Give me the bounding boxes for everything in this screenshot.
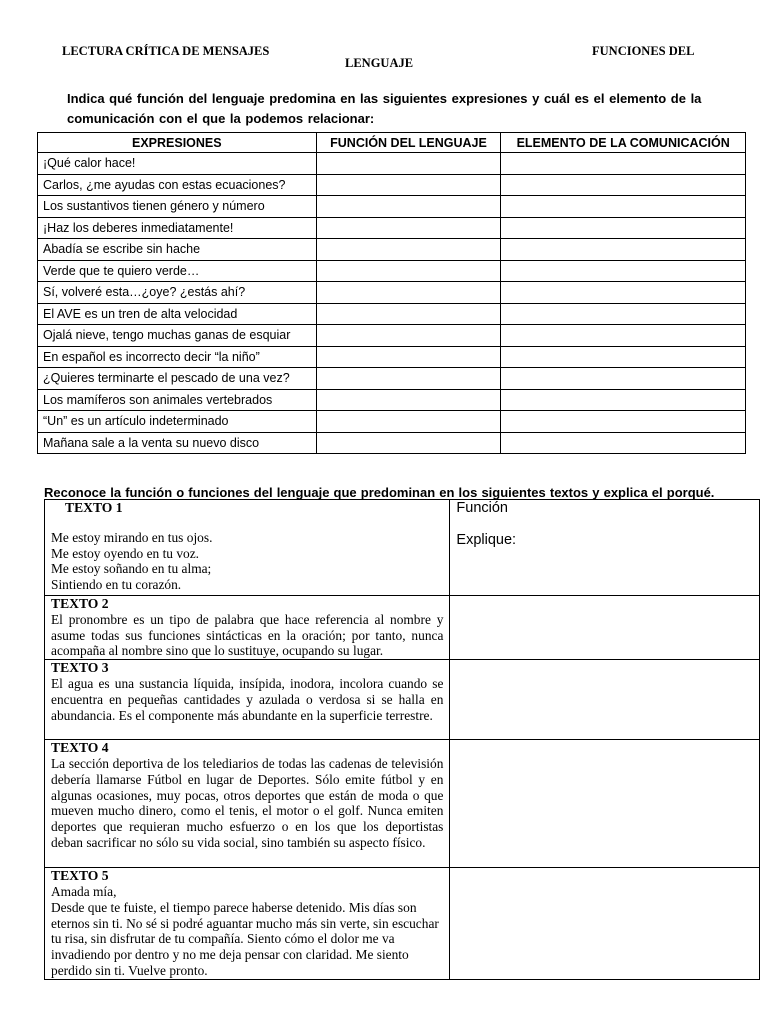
elemento-answer-cell[interactable]: [501, 282, 746, 304]
table-row: [38, 239, 746, 261]
funcion-answer-cell[interactable]: [316, 368, 501, 390]
text-3-cell: [45, 660, 450, 740]
table-row: [38, 217, 746, 239]
header-right-title: FUNCIONES DEL: [592, 44, 695, 58]
expression-cell: ¿Quieres terminarte el pescado de una vez?: [38, 368, 317, 390]
table-row: [38, 153, 746, 175]
answer-cell[interactable]: [450, 596, 760, 660]
elemento-answer-cell[interactable]: [501, 174, 746, 196]
text-1-line: Me estoy soñando en tu alma;: [51, 561, 212, 577]
text-1-line: Me estoy mirando en tus ojos.: [51, 529, 213, 545]
expression-cell: Verde que te quiero verde…: [38, 260, 317, 282]
funcion-answer-cell[interactable]: [316, 196, 501, 218]
table-row: [45, 500, 760, 596]
table-row: [45, 660, 760, 740]
table-row: [38, 325, 746, 347]
expression-cell: ¡Haz los deberes inmediatamente!: [38, 217, 317, 239]
table-row: [45, 596, 760, 660]
table-row: [38, 411, 746, 433]
answer-cell[interactable]: [450, 740, 760, 868]
table-row: [45, 868, 760, 980]
table-row: [45, 740, 760, 868]
table-row: [38, 196, 746, 218]
elemento-answer-cell[interactable]: [501, 153, 746, 175]
funcion-answer-cell[interactable]: [316, 346, 501, 368]
text-2-title: TEXTO 2: [51, 596, 109, 611]
text-4-title: TEXTO 4: [51, 740, 109, 756]
table-row: [38, 368, 746, 390]
table-row: [38, 303, 746, 325]
text-1-cell: [45, 500, 450, 596]
text-5-body: Desde que te fuiste, el tiempo parece haberse detenido. Mis días son eternos sin ti. No sé si podré aguantar mucho más sin verte, sin escuchar tu risa, sin disfrutar de tu compañía. Siento cómo el dolor me va invadiendo por dentro y no me deja pensar con claridad. Me siento perdido sin ti. Vuelve pronto.: [51, 899, 439, 978]
expression-cell: Los sustantivos tienen género y número: [38, 196, 317, 218]
expression-cell: Ojalá nieve, tengo muchas ganas de esquiar: [38, 325, 317, 347]
elemento-answer-cell[interactable]: [501, 239, 746, 261]
expression-cell: ¡Qué calor hace!: [38, 153, 317, 175]
expression-cell: Mañana sale a la venta su nuevo disco: [38, 432, 317, 454]
expression-cell: El AVE es un tren de alta velocidad: [38, 303, 317, 325]
funcion-answer-cell[interactable]: [316, 303, 501, 325]
funcion-answer-cell[interactable]: [316, 389, 501, 411]
funcion-label: Función: [456, 500, 508, 516]
answer-cell[interactable]: [450, 868, 760, 980]
text-3-title: TEXTO 3: [51, 660, 109, 676]
elemento-answer-cell[interactable]: [501, 303, 746, 325]
header-left-title: LECTURA CRÍTICA DE MENSAJES: [62, 44, 270, 58]
expressions-table-header: [38, 133, 746, 153]
text-1-line: Me estoy oyendo en tu voz.: [51, 545, 200, 561]
text-4-cell: [45, 740, 450, 868]
table-row: [38, 282, 746, 304]
table-row: [38, 346, 746, 368]
elemento-answer-cell[interactable]: [501, 411, 746, 433]
funcion-answer-cell[interactable]: [316, 325, 501, 347]
text-5-cell: [45, 868, 450, 980]
instruction-2: Reconoce la función o funciones del lenguaje que predominan en los siguientes textos y explica el porqué.: [44, 485, 715, 500]
instruction-1: Indica qué función del lenguaje predomina en las siguientes expresiones y cuál es el elemento de la comunicación con el que la podemos relacionar:: [67, 91, 702, 126]
funcion-answer-cell[interactable]: [316, 239, 501, 261]
expression-cell: En español es incorrecto decir “la niño”: [38, 346, 317, 368]
header-center-title: LENGUAJE: [345, 56, 414, 70]
funcion-answer-cell[interactable]: [316, 260, 501, 282]
expression-cell: Abadía se escribe sin hache: [38, 239, 317, 261]
header-elemento: ELEMENTO DE LA COMUNICACIÓN: [501, 133, 746, 153]
elemento-answer-cell[interactable]: [501, 389, 746, 411]
header-expresiones: EXPRESIONES: [38, 133, 317, 153]
funcion-answer-cell[interactable]: [316, 282, 501, 304]
elemento-answer-cell[interactable]: [501, 325, 746, 347]
funcion-answer-cell[interactable]: [316, 217, 501, 239]
text-1-title: TEXTO 1: [65, 500, 123, 515]
text-5-title: TEXTO 5: [51, 868, 109, 884]
explique-label: Explique:: [456, 532, 517, 548]
table-row: [38, 432, 746, 454]
header-funcion: FUNCIÓN DEL LENGUAJE: [316, 133, 501, 153]
elemento-answer-cell[interactable]: [501, 346, 746, 368]
funcion-answer-cell[interactable]: [316, 411, 501, 433]
elemento-answer-cell[interactable]: [501, 196, 746, 218]
expression-cell: Los mamíferos son animales vertebrados: [38, 389, 317, 411]
texts-table: [44, 499, 760, 980]
table-row: [38, 174, 746, 196]
elemento-answer-cell[interactable]: [501, 217, 746, 239]
funcion-answer-cell[interactable]: [316, 153, 501, 175]
expression-cell: Sí, volveré esta…¿oye? ¿estás ahí?: [38, 282, 317, 304]
text-5-greeting: Amada mía,: [51, 883, 117, 899]
text-2-cell: [45, 596, 450, 660]
elemento-answer-cell[interactable]: [501, 260, 746, 282]
elemento-answer-cell[interactable]: [501, 368, 746, 390]
funcion-answer-cell[interactable]: [316, 432, 501, 454]
text-1-line: Sintiendo en tu corazón.: [51, 577, 182, 593]
expression-cell: Carlos, ¿me ayudas con estas ecuaciones?: [38, 174, 317, 196]
expressions-table: [37, 132, 746, 454]
funcion-answer-cell[interactable]: [316, 174, 501, 196]
answer-cell[interactable]: [450, 500, 760, 596]
text-3-body: El agua es una sustancia líquida, insípida, inodora, incolora cuando se encuentra en pequeñas cantidades y azulada o verdosa si se halla en abundancia. Es el componente más abundante en la superficie terrestre.: [51, 675, 444, 723]
text-2-body: El pronombre es un tipo de palabra que hace referencia al nombre y asume todas sus funciones sintácticas en la oración; por tanto, nunca acompaña al nombre sino que lo sustituye, ocupando su lugar.: [51, 611, 444, 659]
table-row: [38, 389, 746, 411]
answer-cell[interactable]: [450, 660, 760, 740]
elemento-answer-cell[interactable]: [501, 432, 746, 454]
text-4-body: La sección deportiva de los telediarios de todas las cadenas de televisión debería llamarse Fútbol en lugar de Deportes. Sólo emite fútbol y en algunas ocasiones, muy pocas, otros deportes que están de moda o que mueven mucho dinero, como el tenis, el motor o el golf. Nunca emiten deportes que requieran mucho esfuerzo o en los que los deportistas deban sacrificar no sólo su vida social, sino también su aspecto físico.: [51, 755, 444, 850]
expression-cell: “Un” es un artículo indeterminado: [38, 411, 317, 433]
table-row: [38, 260, 746, 282]
